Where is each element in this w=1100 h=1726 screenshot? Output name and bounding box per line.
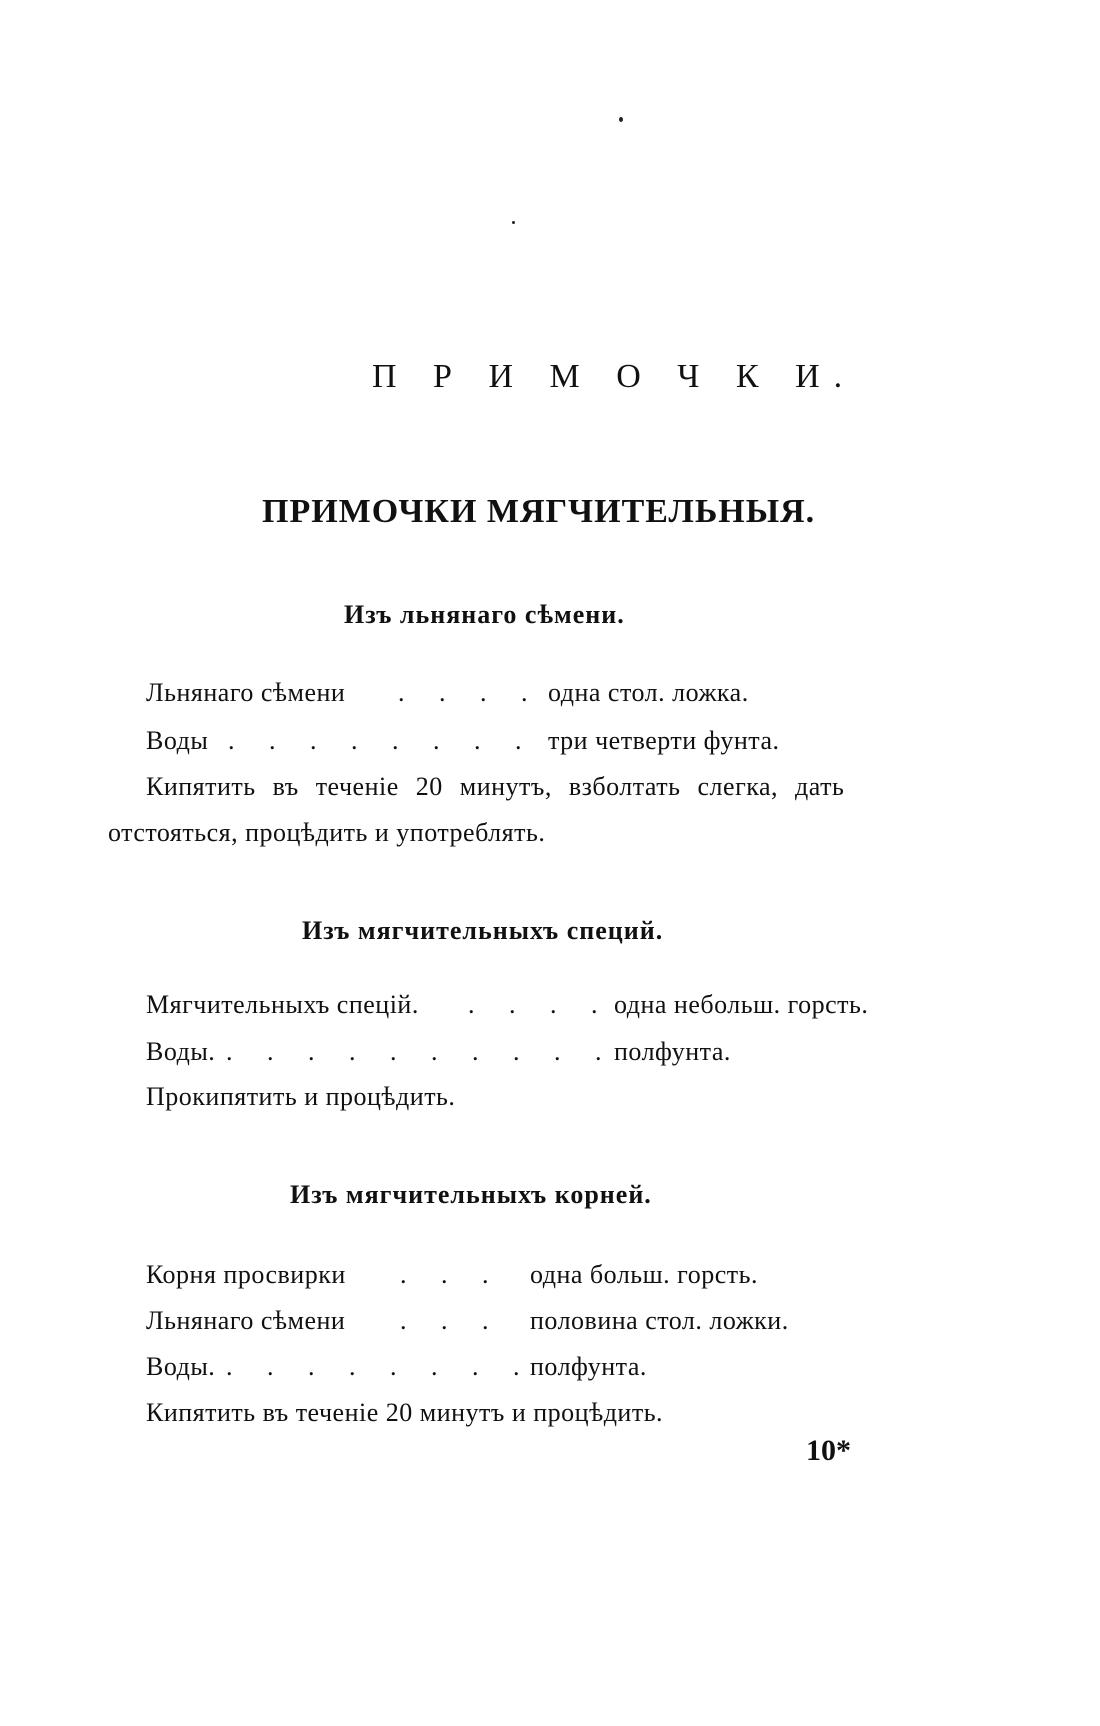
dot-leader: . . . . . . . . . . [226,1037,616,1066]
ingredient-name: Мягчительныхъ спецій. [146,990,419,1019]
instruction-text: Прокипятить и процѣдить. [146,1082,456,1111]
ingredient-name: Воды [146,726,209,755]
ingredient-name: Воды. [146,1037,216,1066]
section-heading: ПРИМОЧКИ МЯГЧИТЕЛЬНЫЯ. [262,493,816,530]
instruction-text: Кипятить въ теченіе 20 минутъ и процѣдить. [146,1398,664,1427]
dot-leader: . . . . . . . . [228,726,536,755]
recipe-subheading: Изъ мягчительныхъ специй. [302,916,664,945]
page-title: П Р И М О Ч К И. [372,358,857,395]
ingredient-amount: полфунта. [614,1037,731,1066]
dot-leader: . . . . . . . . [226,1352,534,1381]
instruction-text: Кипятить въ теченіе 20 минутъ, взболтать слегка, дать [146,772,845,801]
ingredient-name: Воды. [146,1352,216,1381]
instruction-text: отстояться, процѣдить и употреблять. [108,818,546,847]
dot-leader: . . . . [468,990,612,1019]
ingredient-name: Льнянаго сѣмени [146,678,346,707]
dot-leader: . . . . [398,678,542,707]
ingredient-amount: одна больш. горсть. [530,1260,758,1289]
page-number: 10* [806,1434,851,1467]
ingredient-amount: полфунта. [530,1352,647,1381]
ingredient-amount: три четверти фунта. [548,726,780,755]
ingredient-amount: одна небольш. горсть. [614,990,869,1019]
recipe-subheading: Изъ мягчительныхъ корней. [290,1180,652,1209]
print-speck [619,117,623,122]
ingredient-name: Льнянаго сѣмени [146,1306,346,1335]
ingredient-amount: половина стол. ложки. [530,1306,789,1335]
dot-leader: . . . [400,1306,503,1335]
ingredient-amount: одна стол. ложка. [548,678,749,707]
recipe-subheading: Изъ льнянаго сѣмени. [344,600,625,629]
print-speck [512,221,515,224]
ingredient-name: Корня просвирки [146,1260,346,1289]
dot-leader: . . . [400,1260,503,1289]
